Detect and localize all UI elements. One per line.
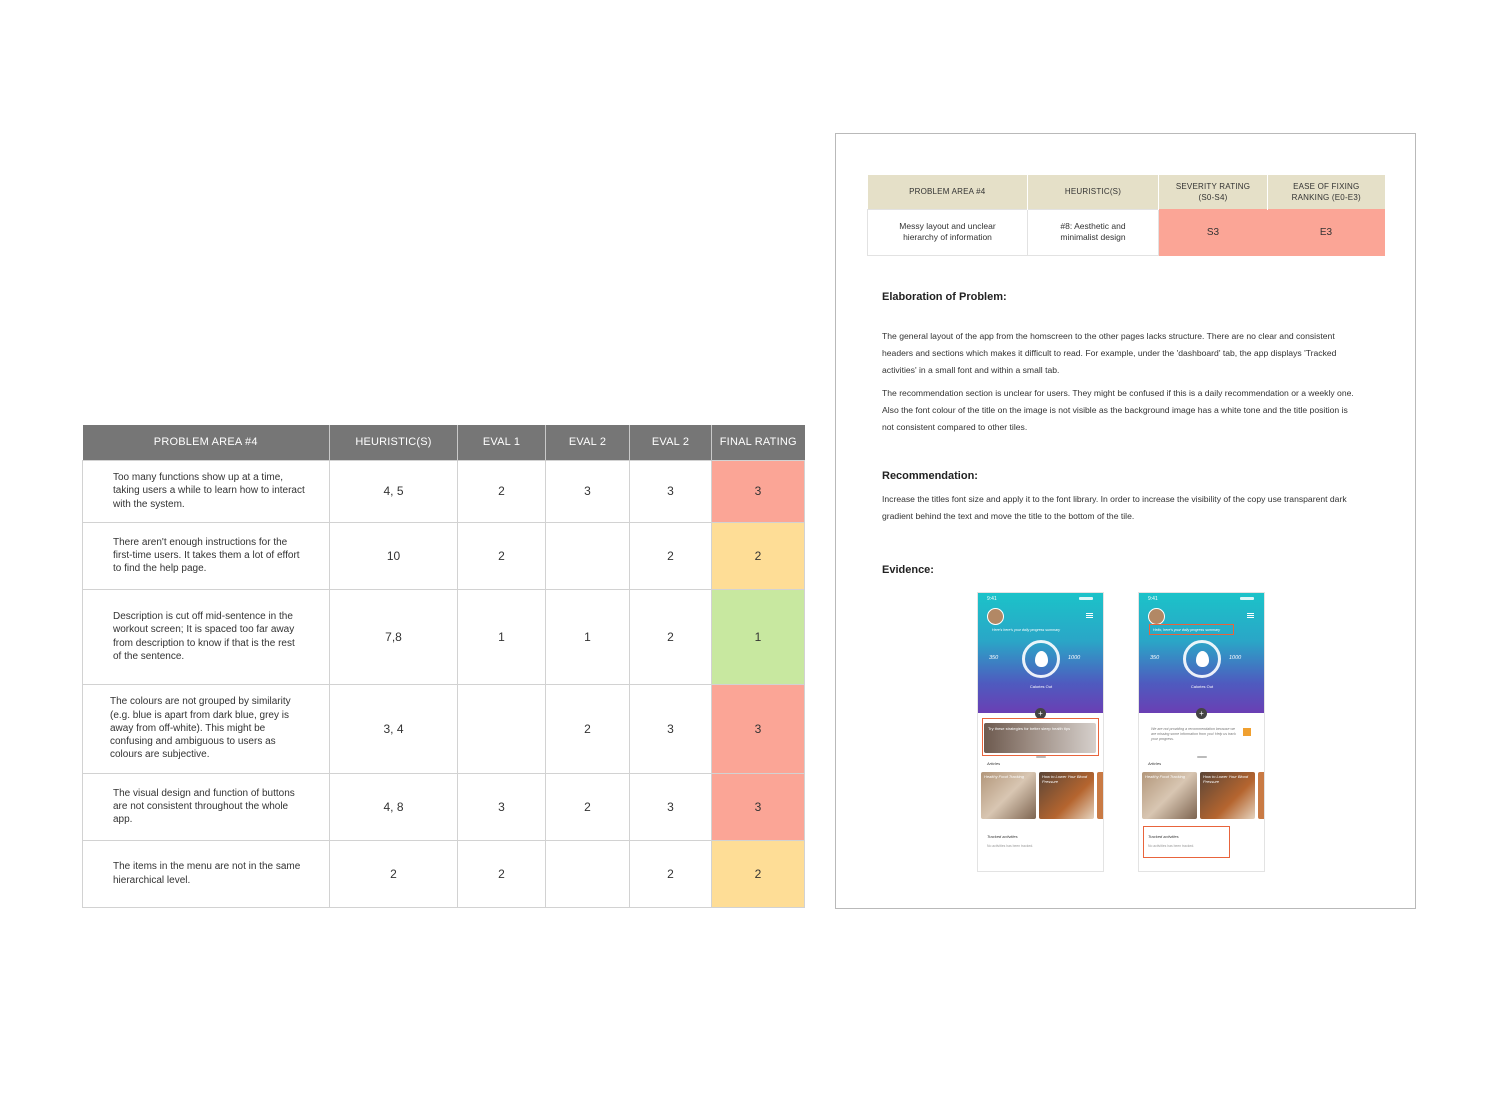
menu-icon (1086, 613, 1093, 618)
article-tile (1258, 772, 1265, 819)
missing-recommendation-text: We are not providing a recommendation because we are missing some information from you! Help us track your progress. (1151, 727, 1236, 741)
summary-ease-cell: E3 (1268, 209, 1385, 255)
evidence-screenshot-2 (1138, 592, 1265, 872)
eval-3-cell: 2 (630, 589, 712, 684)
eval-2-cell: 3 (546, 460, 630, 522)
eval-1-cell: 3 (458, 773, 546, 840)
battery-icon (1240, 597, 1254, 600)
article-tile (981, 772, 1036, 819)
calories-label: Calories Out (1029, 684, 1053, 689)
eval-1-cell: 2 (458, 460, 546, 522)
heuristic-cell: 4, 5 (330, 460, 458, 522)
stat-right: 1000 (1068, 655, 1081, 661)
final-rating-cell: 3 (712, 684, 805, 773)
problem-cell: The visual design and function of buttons are not consistent throughout the whole app. (83, 773, 330, 840)
summary-header-problem: PROBLEM AREA #4 (868, 175, 1028, 209)
flame-icon (1196, 651, 1209, 667)
eval-2-cell: 2 (546, 684, 630, 773)
final-rating-cell: 1 (712, 589, 805, 684)
article-tile-title: How to Lower Your Blood Pressure (1042, 774, 1088, 784)
battery-icon (1079, 597, 1093, 600)
eval-1-cell: 1 (458, 589, 546, 684)
summary-severity-cell: S3 (1159, 209, 1268, 255)
table-row (83, 684, 805, 773)
header-final-rating: FINAL RATING (712, 425, 805, 460)
articles-label: Articles (1148, 761, 1162, 766)
warning-icon (1243, 728, 1251, 736)
eval-3-cell: 3 (630, 460, 712, 522)
final-rating-cell: 2 (712, 522, 805, 589)
summary-header-severity: SEVERITY RATING (S0-S4) (1159, 175, 1268, 209)
evidence-heading: Evidence: (882, 564, 934, 576)
eval-1-cell (458, 684, 546, 773)
problem-cell: Description is cut off mid-sentence in the workout screen; It is spaced too far away from description to know if that is the rest of the sentence. (83, 589, 330, 684)
heuristic-evaluation-table (82, 425, 805, 908)
eval-2-cell: 1 (546, 589, 630, 684)
header-eval-3: EVAL 2 (630, 425, 712, 460)
highlight-box (982, 718, 1099, 756)
eval-3-cell: 3 (630, 773, 712, 840)
avatar (987, 608, 1004, 625)
tracked-activities-label: Tracked activities (987, 834, 1018, 839)
header-heuristics: HEURISTIC(S) (330, 425, 458, 460)
problem-cell: Too many functions show up at a time, taking users a while to learn how to interact with the system. (83, 460, 330, 522)
table-row (83, 840, 805, 907)
stat-right: 1000 (1229, 655, 1242, 661)
problem-report-page (835, 133, 1416, 909)
heuristic-cell: 7,8 (330, 589, 458, 684)
problem-cell: There aren't enough instructions for the first-time users. It takes them a lot of effort to find the help page. (83, 522, 330, 589)
header-eval-2: EVAL 2 (546, 425, 630, 460)
eval-3-cell: 2 (630, 840, 712, 907)
eval-2-cell (546, 840, 630, 907)
summary-row (868, 209, 1385, 255)
summary-header-heuristic: HEURISTIC(S) (1028, 175, 1159, 209)
summary-header-ease: EASE OF FIXING RANKING (E0-E3) (1268, 175, 1385, 209)
summary-problem-cell: Messy layout and unclear hierarchy of information (868, 209, 1028, 255)
eval-3-cell: 2 (630, 522, 712, 589)
heuristic-cell: 4, 8 (330, 773, 458, 840)
table-row (83, 522, 805, 589)
table-row (83, 773, 805, 840)
table-row (83, 460, 805, 522)
status-time: 9:41 (1148, 596, 1158, 602)
article-tile-title: Healthy Food Tracking (984, 774, 1024, 779)
header-problem-area: PROBLEM AREA #4 (83, 425, 330, 460)
recommendation-heading: Recommendation: (882, 470, 978, 482)
table-header-row (83, 425, 805, 460)
highlight-box (1143, 826, 1230, 858)
problem-cell: The colours are not grouped by similarity (e.g. blue is apart from dark blue, grey is away from off-white). This might be confusing and ambiguous to users as colours are subjective. (83, 684, 330, 773)
evidence-screenshot-1 (977, 592, 1104, 872)
elaboration-heading: Elaboration of Problem: (882, 291, 1007, 303)
greeting-text: Hello, here's your daily progress summary (1153, 628, 1220, 632)
problem-cell: The items in the menu are not in the same hierarchical level. (83, 840, 330, 907)
heuristic-cell: 2 (330, 840, 458, 907)
heuristic-cell: 3, 4 (330, 684, 458, 773)
recommendation-card-title: Try these strategies for better sleep health tips (988, 726, 1071, 731)
tracked-activities-label: Tracked activities (1148, 834, 1179, 839)
summary-heuristic-cell: #8: Aesthetic and minimalist design (1028, 209, 1159, 255)
final-rating-cell: 3 (712, 773, 805, 840)
stat-left: 350 (1150, 655, 1160, 661)
eval-2-cell: 2 (546, 773, 630, 840)
article-tile (1097, 772, 1104, 819)
greeting-text: Here's here's your daily progress summary (992, 628, 1061, 632)
eval-1-cell: 2 (458, 840, 546, 907)
elaboration-paragraph-2: The recommendation section is unclear for users. They might be confused if this is a daily recommendation or a weekly one. Also the font colour of the title on the image is not visible as the background image has a white tone and the title position is not consistent compared to other tiles. (882, 388, 1354, 432)
eval-3-cell: 3 (630, 684, 712, 773)
status-time: 9:41 (987, 596, 997, 602)
article-tile-title: How to Lower Your Blood Pressure (1203, 774, 1249, 784)
problem-summary-table (867, 175, 1385, 256)
tracked-activities-empty: No activities has been tracked. (987, 844, 1034, 848)
pager-dots (1036, 756, 1046, 758)
pager-dots (1197, 756, 1207, 758)
menu-icon (1247, 613, 1254, 618)
flame-icon (1035, 651, 1048, 667)
eval-1-cell: 2 (458, 522, 546, 589)
add-icon: + (1035, 708, 1046, 719)
article-tile-title: Healthy Food Tracking (1145, 774, 1185, 779)
add-icon: + (1196, 708, 1207, 719)
summary-header-row (868, 175, 1385, 209)
stat-left: 350 (989, 655, 999, 661)
article-tile (1142, 772, 1197, 819)
highlight-box (1149, 624, 1234, 635)
calories-label: Calories Out (1190, 684, 1214, 689)
final-rating-cell: 2 (712, 840, 805, 907)
eval-2-cell (546, 522, 630, 589)
table-row (83, 589, 805, 684)
elaboration-paragraph-1: The general layout of the app from the homscreen to the other pages lacks structure. There are no clear and consistent headers and sections which makes it difficult to read. For example, under the 'dashboard' tab, the app displays 'Tracked activities' in a small font and within a small tab. (882, 331, 1337, 375)
final-rating-cell: 3 (712, 460, 805, 522)
avatar (1148, 608, 1165, 625)
heuristic-cell: 10 (330, 522, 458, 589)
tracked-activities-empty: No activities has been tracked. (1148, 844, 1195, 848)
recommendation-paragraph: Increase the titles font size and apply it to the font library. In order to increase the visibility of the copy use transparent dark gradient behind the text and move the title to the bottom of the tile. (882, 494, 1347, 521)
header-eval-1: EVAL 1 (458, 425, 546, 460)
articles-label: Articles (987, 761, 1001, 766)
